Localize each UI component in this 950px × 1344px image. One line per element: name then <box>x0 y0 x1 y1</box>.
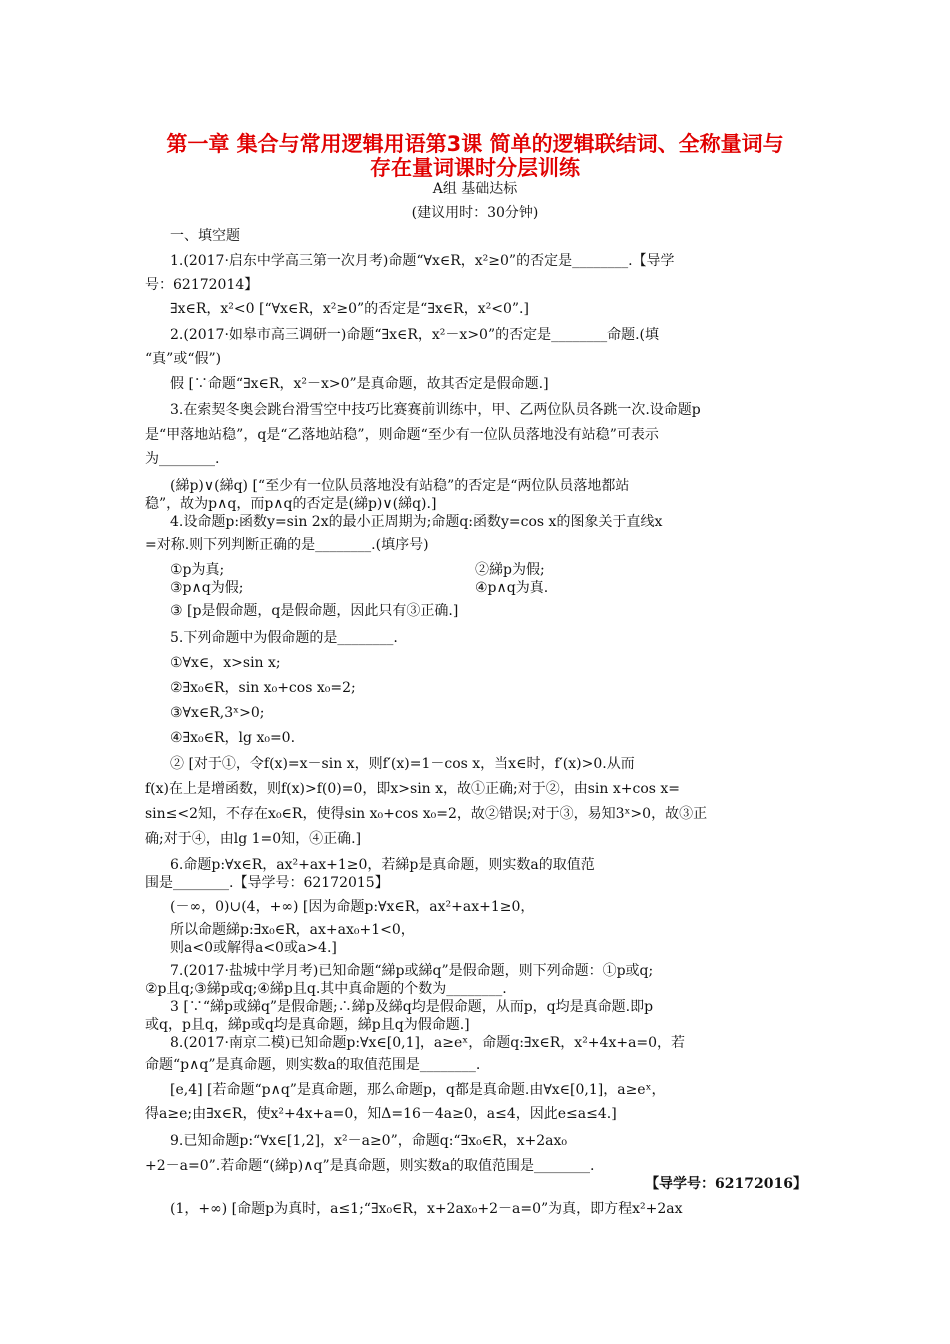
q3-line3: 为________. <box>145 451 220 467</box>
q6-line2: 围是________.【导学号：62172015】 <box>145 875 389 891</box>
a3-line1: (綈p)∨(綈q) [“至少有一位队员落地没有站稳”的否定是“两位队员落地都站 <box>170 478 630 494</box>
title-line-2: 存在量词课时分层训练 <box>370 156 580 180</box>
a8-line2: 得a≥e;由∃x∈R，使x²+4x+a=0，知Δ=16－4a≥0，a≤4，因此e≤a≤4.] <box>145 1106 617 1122</box>
q9-line1: 9.已知命题p:“∀x∈[1,2]，x²－a≥0”，命题q:“∃x₀∈R，x+2ax₀ <box>170 1133 567 1149</box>
title-line-1: 第一章 集合与常用逻辑用语第3课 简单的逻辑联结词、全称量词与 <box>166 132 784 156</box>
q3-line1: 3.在索契冬奥会跳台滑雪空中技巧比赛赛前训练中，甲、乙两位队员各跳一次.设命题p <box>170 402 701 418</box>
q2-line2: “真”或“假”) <box>145 351 222 367</box>
q8-line1: 8.(2017·南京二模)已知命题p:∀x∈[0,1]，a≥eˣ，命题q:∃x∈R，x²+4x+a=0，若 <box>170 1035 686 1051</box>
a8-line1: [e,4] [若命题“p∧q”是真命题，那么命题p，q都是真命题.由∀x∈[0,1]，a≥eˣ， <box>170 1082 666 1098</box>
q4-option-2: ②綈p为假; <box>475 562 545 578</box>
q1-line2: 号：62172014】 <box>145 277 259 293</box>
q2-line1: 2.(2017·如皋市高三调研一)命题“∃x∈R，x²－x>0”的否定是________命题.(填 <box>170 327 660 343</box>
a6-line3: 则a<0或解得a<0或a>4.] <box>170 940 337 956</box>
q9-line2: +2－a=0”.若命题“(綈p)∧q”是真命题，则实数a的取值范围是________. <box>145 1158 595 1174</box>
a5-line2: f(x)在上是增函数，则f(x)>f(0)=0，即x>sin x，故①正确;对于②，由sin x+cos x= <box>145 781 681 797</box>
q3-line2: 是“甲落地站稳”，q是“乙落地站稳”，则命题“至少有一位队员落地没有站稳”可表示 <box>145 427 659 443</box>
a7-line1: 3 [∵“綈p或綈q”是假命题;∴綈p及綈q均是假命题，从而p，q均是真命题.即p <box>170 999 654 1015</box>
a6-line1: (－∞，0)∪(4，+∞) [因为命题p:∀x∈R，ax²+ax+1≥0， <box>170 899 535 915</box>
a5-line4: 确;对于④，由lg 1=0知，④正确.] <box>145 831 362 847</box>
q5-option-4: ④∃x₀∈R，lg x₀=0. <box>170 730 296 746</box>
a6-line2: 所以命题綈p:∃x₀∈R，ax+ax₀+1<0， <box>170 922 415 938</box>
q4-option-1: ①p为真; <box>170 562 225 578</box>
q8-line2: 命题“p∧q”是真命题，则实数a的取值范围是________. <box>145 1057 481 1073</box>
q4-option-4: ④p∧q为真. <box>475 580 549 596</box>
q9-line3: 【导学号：62172016】 <box>645 1176 807 1192</box>
time-label: (建议用时：30分钟) <box>411 205 539 221</box>
q4-line2: =对称.则下列判断正确的是________.(填序号) <box>145 537 429 553</box>
q4-option-3: ③p∧q为假; <box>170 580 244 596</box>
q5-option-1: ①∀x∈，x>sin x; <box>170 655 281 671</box>
a7-line2: 或q，p且q，綈p或q均是真命题，綈p且q为假命题.] <box>145 1017 470 1033</box>
a4-line: ③ [p是假命题，q是假命题，因此只有③正确.] <box>170 603 459 619</box>
q7-line2: ②p且q;③綈p或q;④綈p且q.其中真命题的个数为________. <box>145 981 507 997</box>
a2-line: 假 [∵命题“∃x∈R，x²－x>0”是真命题，故其否定是假命题.] <box>170 376 549 392</box>
q5-option-2: ②∃x₀∈R，sin x₀+cos x₀=2; <box>170 680 356 696</box>
group-label: A组 基础达标 <box>432 181 518 197</box>
q6-line1: 6.命题p:∀x∈R，ax²+ax+1≥0，若綈p是真命题，则实数a的取值范 <box>170 857 595 873</box>
a3-line2: 稳”，故为p∧q，而p∧q的否定是(綈p)∨(綈q).] <box>145 496 437 512</box>
a5-line1: ② [对于①，令f(x)=x－sin x，则f′(x)=1－cos x，当x∈时，f′(x)>0.从而 <box>170 756 635 772</box>
q5-option-3: ③∀x∈R,3ˣ>0; <box>170 705 265 721</box>
q5-stem: 5.下列命题中为假命题的是________. <box>170 630 398 646</box>
q7-line1: 7.(2017·盐城中学月考)已知命题“綈p或綈q”是假命题，则下列命题：①p或q; <box>170 963 654 979</box>
q4-line1: 4.设命题p:函数y=sin 2x的最小正周期为;命题q:函数y=cos x的图象关于直线x <box>170 514 663 530</box>
a5-line3: sin≤<2知，不存在x₀∈R，使得sin x₀+cos x₀=2，故②错误;对于③，易知3ˣ>0，故③正 <box>145 806 708 822</box>
q1-line1: 1.(2017·启东中学高三第一次月考)命题“∀x∈R，x²≥0”的否定是________.【导学 <box>170 253 675 269</box>
section-heading: 一、填空题 <box>170 228 240 244</box>
a9-line1: (1，+∞) [命题p为真时，a≤1;“∃x₀∈R，x+2ax₀+2－a=0”为真，即方程x²+2ax <box>170 1201 683 1217</box>
a1-line: ∃x∈R，x²<0 [“∀x∈R，x²≥0”的否定是“∃x∈R，x²<0”.] <box>170 301 529 317</box>
